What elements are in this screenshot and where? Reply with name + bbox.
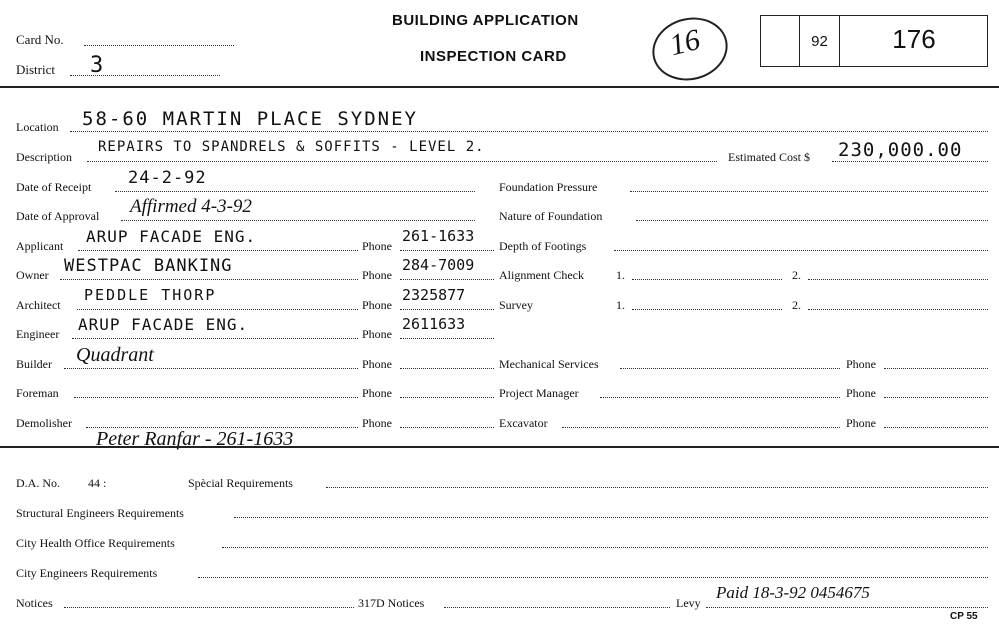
mechanical-services-phone-label: Phone — [846, 357, 876, 371]
da-no-value: 44 : — [88, 476, 107, 490]
demolisher-phone-line — [400, 427, 494, 428]
mechanical-services-line — [620, 368, 840, 369]
applicant-value: ARUP FACADE ENG. — [86, 227, 257, 246]
foreman-phone-label: Phone — [362, 386, 392, 400]
foreman-phone-line — [400, 397, 494, 398]
foundation-pressure-label: Foundation Pressure — [499, 180, 598, 194]
applicant-phone-value: 261-1633 — [402, 227, 475, 245]
architect-line — [77, 309, 358, 310]
card-number-value: 176 — [892, 24, 936, 54]
date-of-approval-line — [121, 220, 475, 221]
nature-of-foundation-label: Nature of Foundation — [499, 209, 603, 223]
notices-label: Notices — [16, 596, 53, 610]
date-of-approval-label: Date of Approval — [16, 209, 100, 223]
special-requirements-line — [326, 487, 988, 488]
project-manager-line — [600, 397, 840, 398]
estimated-cost-label: Estimated Cost $ — [728, 150, 810, 164]
date-of-approval-value: Affirmed 4-3-92 — [130, 196, 252, 217]
mechanical-services-phone-line — [884, 368, 988, 369]
health-requirements-line — [222, 547, 988, 548]
city-engineers-requirements-line — [198, 577, 988, 578]
owner-phone-line — [400, 279, 494, 280]
card-no-label: Card No. — [16, 32, 64, 47]
alignment-check-1-label: 1. — [616, 268, 625, 282]
date-of-receipt-value: 24-2-92 — [128, 168, 207, 188]
card-title-line1: BUILDING APPLICATION — [392, 12, 579, 29]
builder-line — [64, 368, 358, 369]
district-value: 3 — [90, 53, 105, 78]
nature-of-foundation-line — [636, 220, 988, 221]
builder-phone-label: Phone — [362, 357, 392, 371]
notices-line — [64, 607, 354, 608]
engineer-value: ARUP FACADE ENG. — [78, 315, 249, 334]
owner-line — [60, 279, 358, 280]
survey-label: Survey — [499, 298, 533, 312]
survey-1-line — [632, 309, 782, 310]
description-line — [87, 161, 717, 162]
alignment-check-1-line — [632, 279, 782, 280]
location-line — [70, 131, 988, 132]
levy-value: Paid 18-3-92 0454675 — [716, 583, 870, 602]
location-label: Location — [16, 120, 59, 134]
estimated-cost-value: 230,000.00 — [838, 139, 963, 161]
circled-number: 16 — [666, 22, 704, 63]
description-value: REPAIRS TO SPANDRELS & SOFFITS - LEVEL 2. — [98, 139, 485, 155]
levy-label: Levy — [676, 596, 701, 610]
alignment-check-label: Alignment Check — [499, 268, 584, 282]
date-of-receipt-label: Date of Receipt — [16, 180, 92, 194]
applicant-line — [78, 250, 358, 251]
applicant-phone-line — [400, 250, 494, 251]
date-of-receipt-line — [115, 191, 475, 192]
year-value: 92 — [811, 33, 828, 50]
header-divider — [0, 86, 999, 88]
excavator-phone-line — [884, 427, 988, 428]
survey-2-line — [808, 309, 988, 310]
survey-1-label: 1. — [616, 298, 625, 312]
alignment-check-2-label: 2. — [792, 268, 801, 282]
project-manager-phone-label: Phone — [846, 386, 876, 400]
architect-label: Architect — [16, 298, 61, 312]
owner-value: WESTPAC BANKING — [64, 256, 233, 276]
form-code: CP 55 — [950, 611, 978, 622]
engineer-phone-label: Phone — [362, 327, 392, 341]
builder-label: Builder — [16, 357, 52, 371]
excavator-phone-label: Phone — [846, 416, 876, 430]
architect-phone-value: 2325877 — [402, 286, 466, 304]
da-no-label: D.A. No. — [16, 476, 60, 490]
depth-of-footings-line — [614, 250, 988, 251]
architect-phone-line — [400, 309, 494, 310]
applicant-phone-label: Phone — [362, 239, 392, 253]
builder-value: Quadrant — [76, 344, 154, 366]
excavator-label: Excavator — [499, 416, 548, 430]
mechanical-services-label: Mechanical Services — [499, 357, 599, 371]
excavator-line — [562, 427, 840, 428]
project-manager-phone-line — [884, 397, 988, 398]
owner-phone-value: 284-7009 — [402, 256, 475, 274]
engineer-phone-value: 2611633 — [402, 315, 466, 333]
engineer-phone-line — [400, 338, 494, 339]
location-value: 58-60 MARTIN PLACE SYDNEY — [82, 108, 418, 130]
district-label: District — [16, 62, 55, 77]
structural-requirements-line — [234, 517, 988, 518]
owner-label: Owner — [16, 268, 49, 282]
survey-2-label: 2. — [792, 298, 801, 312]
estimated-cost-line — [832, 161, 988, 162]
architect-phone-label: Phone — [362, 298, 392, 312]
requirements-divider — [0, 446, 999, 448]
notices-317d-label: 317D Notices — [358, 596, 425, 610]
engineer-line — [72, 338, 358, 339]
contact-note: Peter Ranfar - 261-1633 — [96, 428, 294, 450]
levy-line — [706, 607, 988, 608]
health-requirements-label: City Health Office Requirements — [16, 536, 175, 550]
card-number-box — [760, 15, 988, 67]
special-requirements-label: Spècial Requirements — [188, 476, 293, 490]
alignment-check-2-line — [808, 279, 988, 280]
demolisher-phone-label: Phone — [362, 416, 392, 430]
builder-phone-line — [400, 368, 494, 369]
foreman-line — [74, 397, 358, 398]
foreman-label: Foreman — [16, 386, 59, 400]
owner-phone-label: Phone — [362, 268, 392, 282]
foundation-pressure-line — [630, 191, 988, 192]
city-engineers-requirements-label: City Engineers Requirements — [16, 566, 158, 580]
card-no-line — [84, 45, 234, 46]
description-label: Description — [16, 150, 72, 164]
architect-value: PEDDLE THORP — [84, 286, 217, 304]
demolisher-label: Demolisher — [16, 416, 72, 430]
depth-of-footings-label: Depth of Footings — [499, 239, 587, 253]
structural-requirements-label: Structural Engineers Requirements — [16, 506, 184, 520]
notices-317d-line — [444, 607, 670, 608]
applicant-label: Applicant — [16, 239, 64, 253]
project-manager-label: Project Manager — [499, 386, 579, 400]
card-title-line2: INSPECTION CARD — [420, 48, 567, 65]
engineer-label: Engineer — [16, 327, 60, 341]
